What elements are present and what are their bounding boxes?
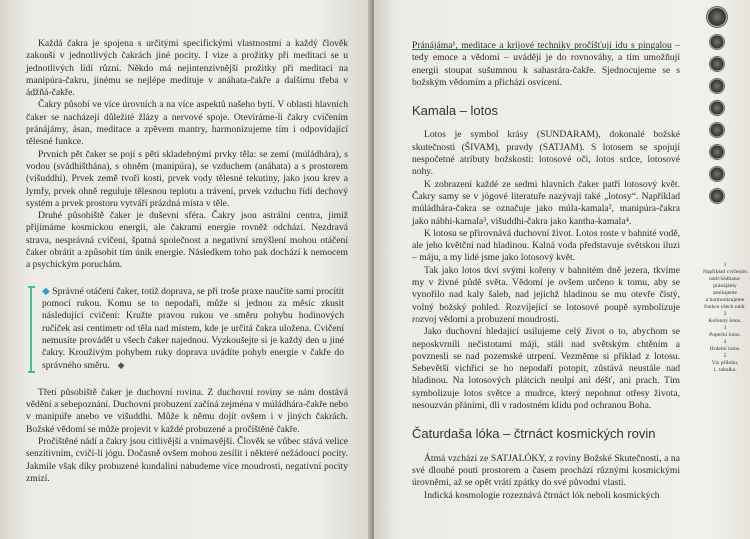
- note-line: 2: [723, 311, 727, 317]
- tip-box-tick: [28, 371, 35, 373]
- right-column: [412, 40, 680, 502]
- paragraph: Tak jako lotos tkví svými kořeny v bahnitém dně jezera, tkvíme my v živné půdě světa. Vědomí je ovšem určeno k tomu, aby se vynořilo nad kaly šaleb, nad jejichž hladinou se mu otevře čistý, volný božský pohled. Rozvíjející se lotosové poupě symbolizuje rozvoj vědomí a probuzení moudrosti.: [412, 264, 680, 325]
- paragraph: Prvních pět čaker se pojí s pěti skladebnými prvky těla: se zemí (múládhára), s vodou (svádhišthána), s ohněm (manipúra), se vzduchem (anáhata) a s prostorem (višuddhi). Prvek země tvoří kosti, prvek vody tělesné tekutiny, jako jsou krev a lymfy, prvek ohně reguluje tělesnou teplotu a trávení, prvek vzduchu řídí dechový systém a prvek prostoru vytváří prázdná místa v těle.: [26, 148, 348, 209]
- paragraph: Átmá vzchází ze SATJALÓKY, z roviny Božské Skutečnosti, a na své dlouhé pouti prostorem a časem prochází různými kosmickými úrovněmi, až se opět vrátí zpátky do své původní vlasti.: [412, 452, 680, 489]
- note-line: 1. tabulka.: [713, 367, 737, 373]
- right-page: [374, 0, 750, 539]
- paragraph: K zobrazení každé ze sedmi hlavních čaker patří lotosový květ. Čakry samy se v jógové literatuře nazývají také „lotosy“. Například múládhára-čakra se označuje jako múla-kamala², manipúra-čakra jako nábhi-kamala³, višuddhi-čakra jako kantha-kamala⁴.: [412, 178, 680, 227]
- chakra-ornament-stack: [704, 6, 730, 210]
- intro-paragraph: Pránájáma¹, meditace a krijové techniky pročišťují idu s pingalou – tedy emoce a vědomí – uvádějí je do rovnováhy, a tím umožňují energii stoupat sušumnou k sahasrára-čakře. Sjednocujeme se s božským vědomím a přichází osvícení.: [412, 40, 681, 88]
- note-line: a harmonizujeme: [705, 297, 745, 303]
- chakra-ornament-icon: [709, 100, 725, 116]
- tip-box-tick: [28, 286, 35, 288]
- note-line: 1: [723, 262, 727, 268]
- paragraph: Lotos je symbol krásy (SUNDARAM), dokonalé božské skutečnosti (ŠIVAM), pravdy (SATJAM). S lotosem se spojují nespočetné atributy božskosti: lotosové oči, lotos srdce, lotosové nohy.: [412, 129, 680, 178]
- chakra-ornament-icon: [709, 34, 725, 50]
- paragraph: Pročištěné nádí a čakry jsou citlivější a vnímavější. Člověk se vůbec stává velice senzitivním, cvičí-li jógu. Dočasně ovšem mohou zesílit i některé nežádoucí pocity. Jakmile však díky probuzené kundalini nabudeme více moudrosti, negativní pocity zmizí.: [26, 435, 348, 484]
- note-line: 3: [723, 325, 727, 331]
- note-line: Napříkład cvičením nádí-šódhana-pránájámy: [702, 269, 748, 289]
- chakra-ornament-icon: [709, 144, 725, 160]
- left-column: [26, 38, 348, 485]
- note-line: 4: [723, 339, 727, 345]
- note-line: Hrdelní lotos.: [709, 346, 741, 352]
- paragraph: Třetí působiště čaker je duchovní rovina. Z duchovní roviny se nám dostává vědění a sebepoznání. Duchovní probuzení začíná zejména v múládhára-čakře nebo v manipúře anebo ve višuddhi. Může k němu dojít ovšem i v jiných čakrách. Božské vědomí se může projevit v každé probuzené a pročištěné čakře.: [26, 386, 348, 435]
- note-line: Kořenný lotos.: [708, 318, 742, 324]
- diamond-icon: ◆: [42, 285, 50, 297]
- underlined-text: Pránájáma¹, meditace a krijové techniky pročišťují idu s pingalou: [412, 40, 672, 51]
- diamond-icon: ◆: [117, 360, 125, 371]
- tip-box-text: ◆ Správné otáčení čaker, totiž doprava, se při troše praxe naučíte sami procítit pomocí rukou. Komu se to nepodaří, může si jednou za měsíc zkusit následující cvičení: Kružte pravou rukou ve směru pohybu hodinových ručiček asi centimetr od těla nad místem, kde je určitá čakra uložena. Cvičení nemusíte provádět u všech čaker najednou. Vyzkoušejte si je každý den u jiné čakry. Krouživým pohybem ruky doprava uvádíte pohyb energie v čakře do správného směru. ◆: [42, 285, 344, 372]
- chakra-ornament-icon: [709, 122, 725, 138]
- paragraph: Jako duchovní hledající usilujeme celý život o to, abychom se neposkvrnili nečistotami máji, stáli nad světským chtěním a povznesli se nad pozemské utrpení. Vezměme si příklad z lotosu. Sebevětší vichřici se ho nepodaří potopit, zůstává neustále nad hladinou. Na lotosových plátcích neulpí ani déšť, ani prach. Tím symbolizuje lotos světce a mudrce, který nepohnut otřesy života, nesouzván přáními, dlí v radostném klidu pod ochranou Boha.: [412, 326, 680, 412]
- note-line: funkce všech nádí.: [704, 304, 746, 310]
- margin-notes: [702, 262, 748, 374]
- paragraph: Druhé působiště čaker je duševní sféra. Čakry jsou astrální centra, jimiž přijímáme kosmickou energii, ale čakrami energie rovněž odchází. Nezdravá strava, nesprávná cvičení, špatná společnost a negativní smýšlení mohou otáčení čaker obrátit a způsobit tím únik energie. Následkem toho pak dochází k nemocem a psychickým poruchám.: [26, 210, 348, 271]
- paragraph: K lotosu se přirovnává duchovní život. Lotos roste v bahnité vodě, ale jeho květční nad hladinou. Kalná voda představuje světskou iluzi – máju, a my lidé jsme jako lotosový květ.: [412, 227, 680, 264]
- margin-sidebar: [684, 0, 748, 539]
- section-heading: Čaturdaša lóka – čtrnáct kosmických rovin: [412, 426, 656, 442]
- left-page: [0, 0, 372, 539]
- note-line: Viz přílohu,: [711, 360, 739, 366]
- paragraph: Každá čakra je spojena s určitými specifickými vlastnostmi a každý člověk zakouší v jednotlivých čakrách jiné pocity. I vize a prožitky při meditaci se u jednotlivých lidí různí. Někdo má nejintenzivnější prožitky při meditaci na manipúra-čakru, jinému se nejlépe medituje v anáhata-čakře a dalšímu třeba v ádžňá-čakře.: [26, 38, 348, 99]
- paragraph: Čakry působí ve více úrovních a na více aspektů našeho bytí. V oblasti hlavních čaker se nacházejí důležité žlázy a nervové spoje. Otevíráme-li čakry cvičením pránájámy, ásan, meditace a zpěvem mantry, harmonizujeme tím i odpovídající tělesné funkce.: [26, 99, 348, 148]
- tip-box-bar: [30, 286, 32, 373]
- note-line: Pupeční lotos.: [709, 332, 741, 338]
- section-heading: Kamala – lotos: [412, 103, 498, 119]
- chakra-ornament-icon: [706, 6, 728, 28]
- chakra-ornament-icon: [709, 56, 725, 72]
- paragraph: Indická kosmologie rozeznává čtrnáct lók neboli kosmických: [424, 489, 660, 501]
- chakra-ornament-icon: [709, 166, 725, 182]
- chakra-ornament-icon: [709, 188, 725, 204]
- note-line: zesilujeme: [713, 290, 737, 296]
- tip-box: [26, 282, 348, 377]
- note-line: 5: [723, 353, 727, 359]
- chakra-ornament-icon: [709, 78, 725, 94]
